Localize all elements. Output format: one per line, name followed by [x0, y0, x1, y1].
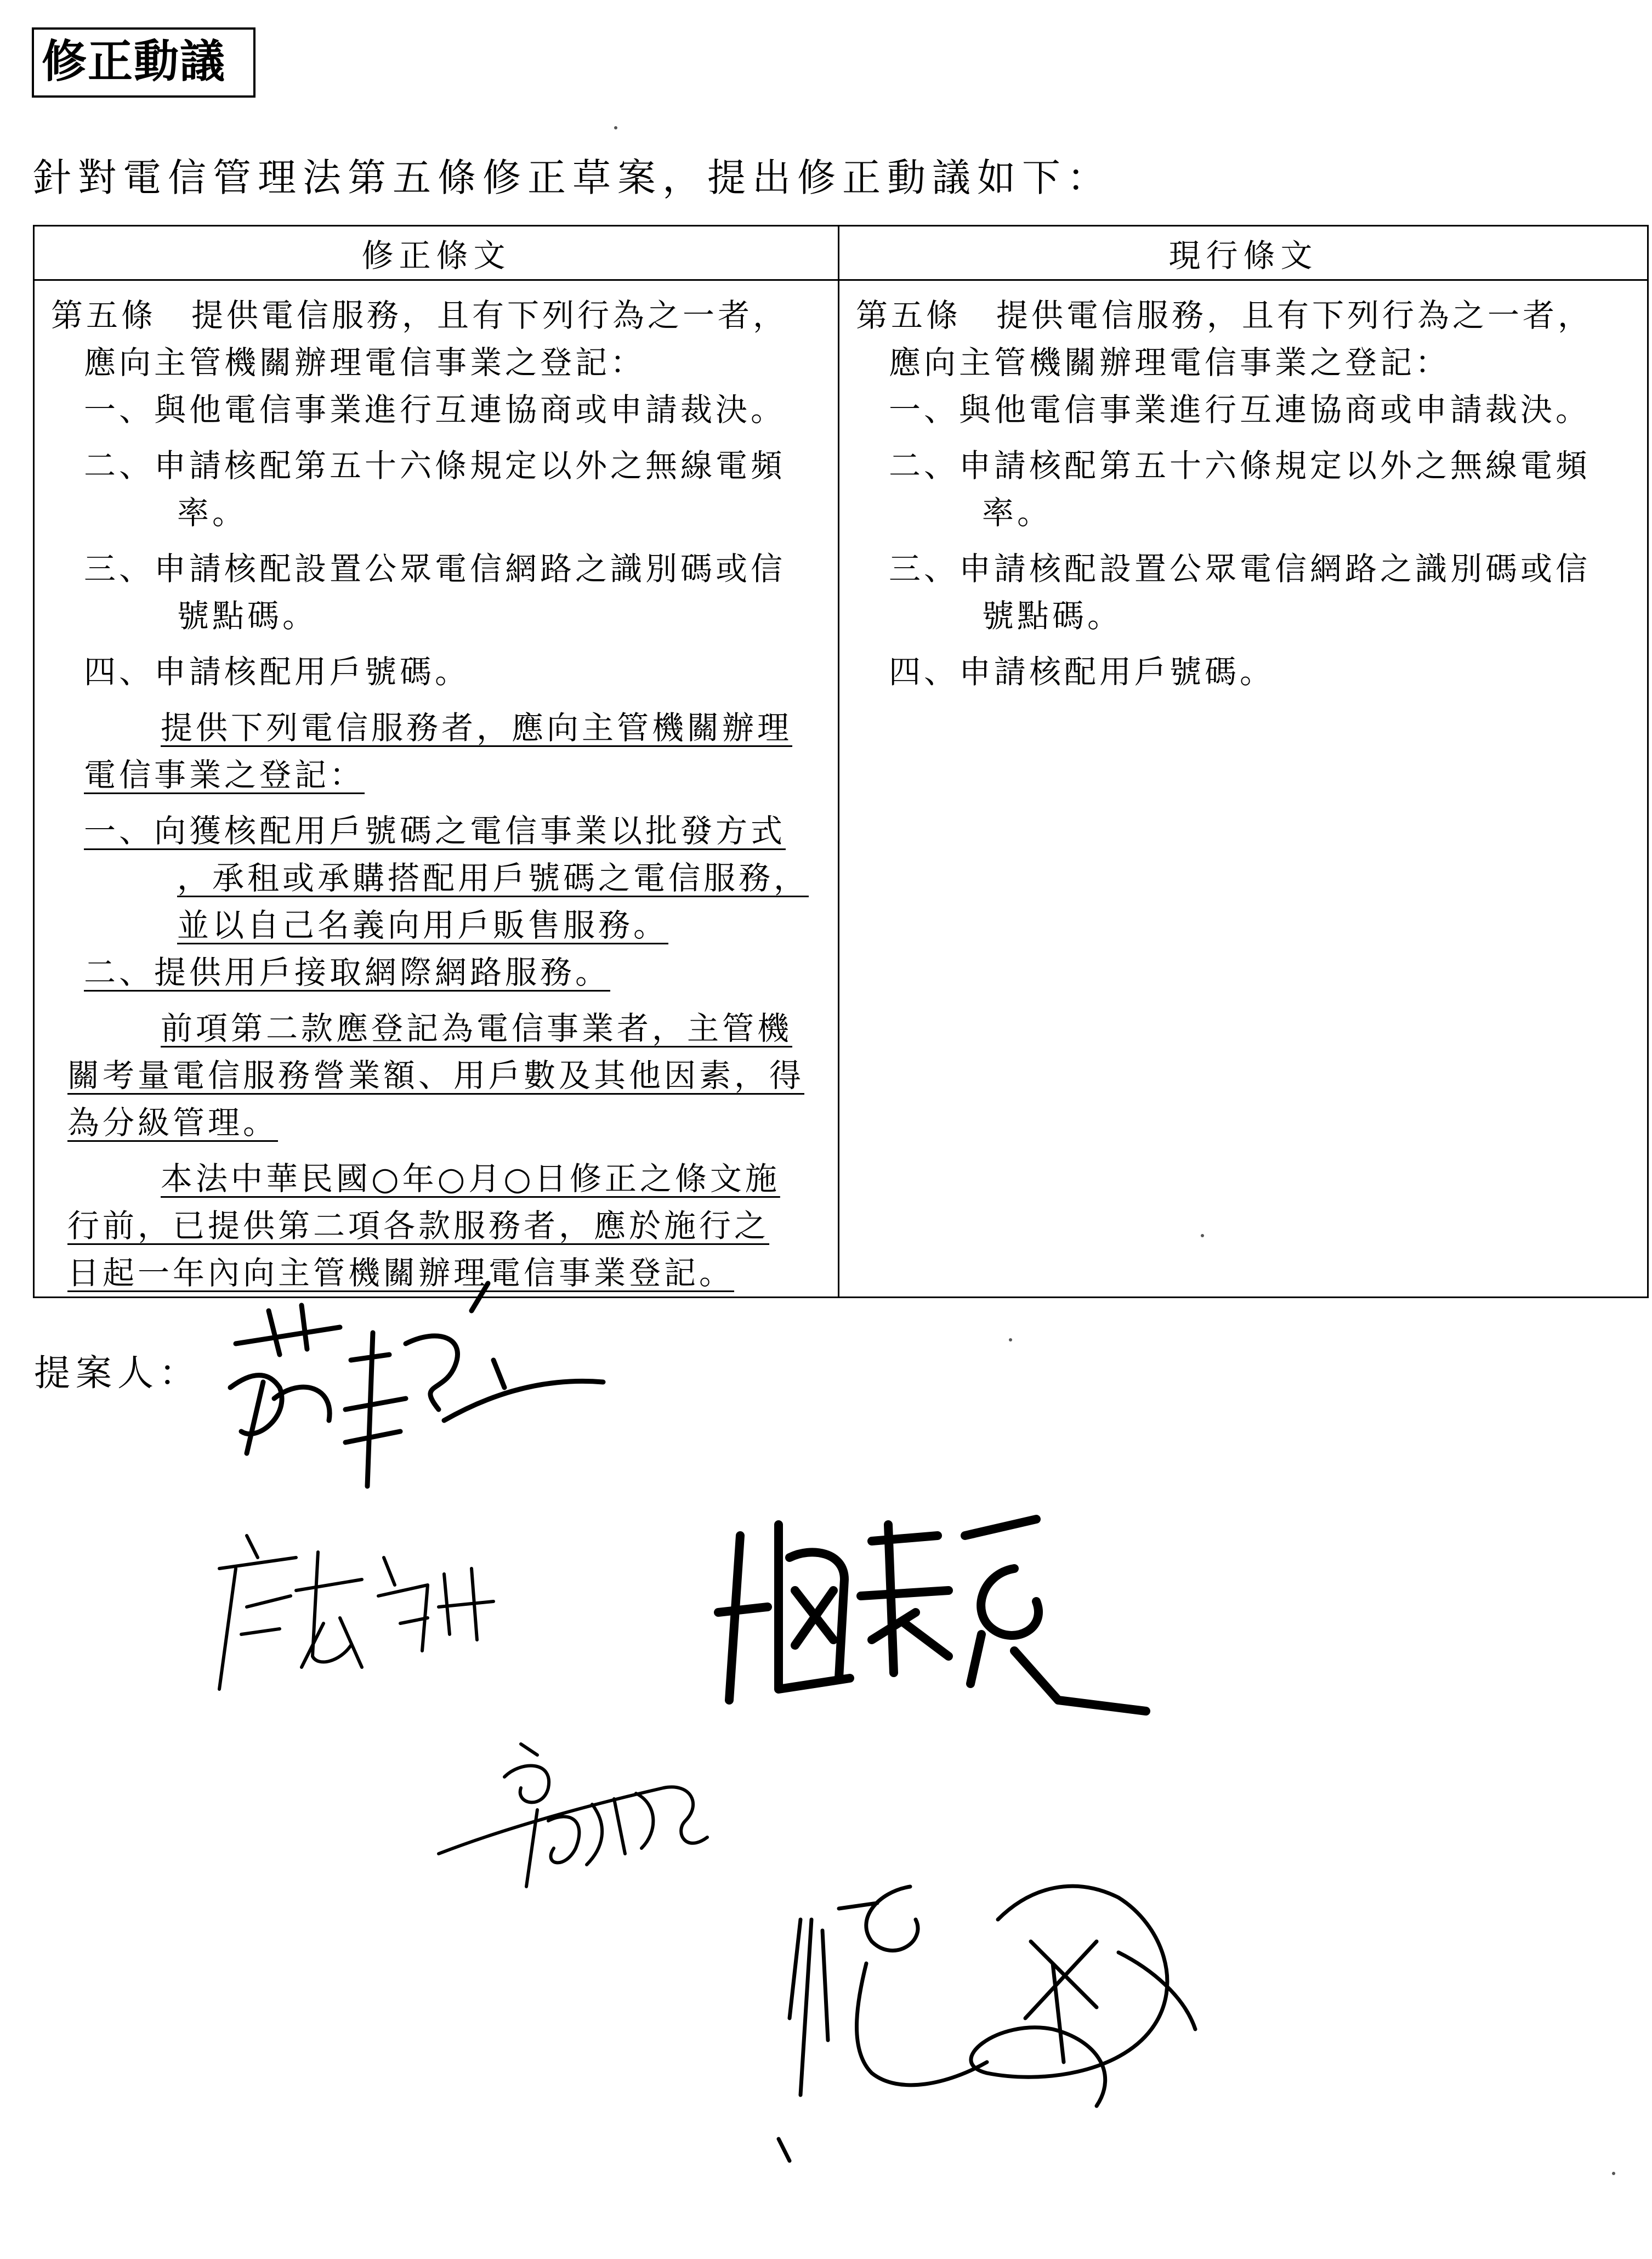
amended-line: 三、申請核配設置公眾電信網路之識別碼或信 [84, 550, 786, 587]
amended-line: ，承租或承購搭配用戶號碼之電信服務， [177, 859, 809, 897]
scan-speck [1201, 1234, 1204, 1237]
signature-5 [768, 1854, 1261, 2172]
signature-3 [707, 1503, 1179, 1722]
header-current: 現行條文 [839, 226, 1648, 280]
amended-line: 前項第二款應登記為電信事業者，主管機 [161, 1010, 793, 1047]
current-line: 率。 [982, 494, 1053, 531]
header-amended: 修正條文 [34, 226, 839, 280]
amended-line: 電信事業之登記： [84, 756, 365, 794]
signature-2 [197, 1525, 526, 1700]
current-line: 二、申請核配第五十六條規定以外之無線電頻 [889, 447, 1591, 484]
amended-line: 四、申請核配用戶號碼。 [84, 653, 470, 690]
signature-4 [428, 1728, 779, 1892]
current-line: 三、申請核配設置公眾電信網路之識別碼或信 [889, 550, 1591, 587]
amended-line: 本法中華民國○年○月○日修正之條文施 [161, 1160, 780, 1197]
amended-line: 二、提供用戶接取網際網路服務。 [84, 954, 611, 991]
signature-1 [208, 1278, 625, 1497]
scan-speck [1009, 1338, 1012, 1341]
amended-line: 提供下列電信服務者，應向主管機關辦理 [161, 709, 793, 746]
amended-line: 二、申請核配第五十六條規定以外之無線電頻 [84, 447, 786, 484]
intro-sentence: 針對電信管理法第五條修正草案，提出修正動議如下： [33, 155, 1112, 200]
scan-speck [1612, 2172, 1615, 2175]
amended-line: 號點碼。 [177, 597, 318, 635]
comparison-table [33, 225, 1649, 1298]
current-line: 四、申請核配用戶號碼。 [889, 653, 1275, 690]
table-header-row [34, 226, 1648, 280]
amended-line: 關考量電信服務營業額、用戶數及其他因素，得 [67, 1057, 805, 1094]
amended-line: 行前，已提供第二項各款服務者，應於施行之 [67, 1207, 770, 1244]
current-line: 應向主管機關辦理電信事業之登記： [889, 344, 1451, 381]
amended-line: 一、與他電信事業進行互連協商或申請裁決。 [84, 391, 786, 428]
amended-cell [34, 280, 839, 1298]
current-line: 一、與他電信事業進行互連協商或申請裁決。 [889, 391, 1591, 428]
current-cell [839, 280, 1648, 1298]
amended-line: 日起一年內向主管機關辦理電信事業登記。 [67, 1254, 735, 1292]
amended-line: 第五條 提供電信服務，且有下列行為之一者， [51, 297, 788, 334]
motion-title: 修正動議 [32, 27, 256, 98]
proposer-label: 提案人： [34, 1352, 201, 1394]
amended-line: 為分級管理。 [67, 1104, 279, 1141]
table-body-row [34, 280, 1648, 1298]
amended-line: 一、向獲核配用戶號碼之電信事業以批發方式 [84, 812, 786, 850]
amended-line: 並以自己名義向用戶販售服務。 [177, 907, 669, 944]
current-line: 號點碼。 [982, 597, 1123, 635]
scan-speck [614, 126, 617, 129]
amended-line: 應向主管機關辦理電信事業之登記： [84, 344, 646, 381]
amended-line: 率。 [177, 494, 248, 531]
current-line: 第五條 提供電信服務，且有下列行為之一者， [856, 297, 1593, 334]
